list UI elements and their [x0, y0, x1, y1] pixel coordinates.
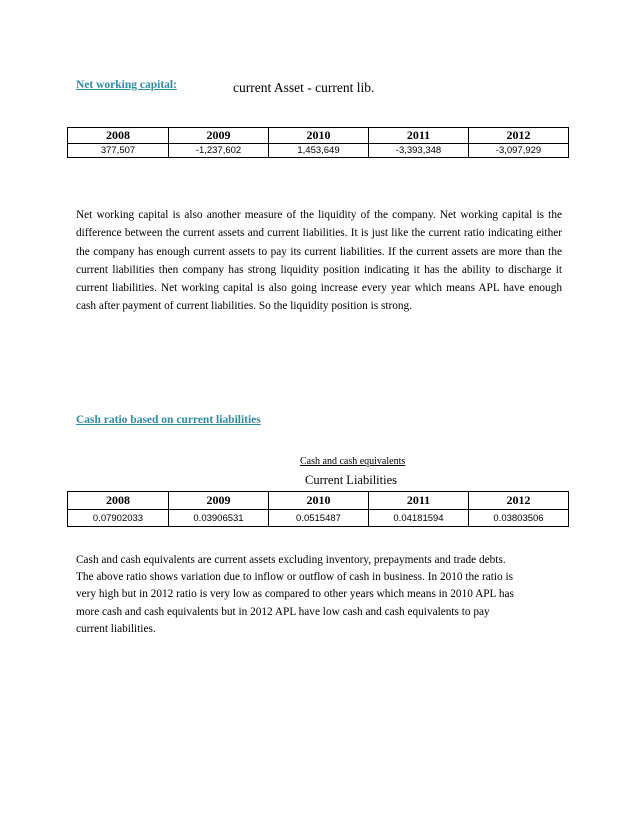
cash-ratio-numerator: Cash and cash equivalents	[300, 456, 406, 467]
cash-value-cell: 0.03803506	[469, 510, 569, 527]
cash-table-header-row	[68, 492, 569, 510]
nwc-year-cell: 2010	[269, 128, 369, 144]
nwc-value-cell: -3,097,929	[469, 144, 569, 158]
cash-year-cell: 2010	[269, 492, 369, 510]
nwc-paragraph: Net working capital is also another measure of the liquidity of the company. Net working capital is the difference between the current assets and current liabilities. It is just like the current ratio indicating either the company has enough current assets to pay its current liabilities. If the current assets are more than the current liabilities then company has strong liquidity position indicating it has the ability to discharge it current liabilities. Net working capital is also going increase every year which means APL have enough cash after payment of current liabilities. So the liquidity position is strong.	[76, 209, 562, 313]
cash-value-cell: 0.0515487	[269, 510, 369, 527]
paragraph-line: The above ratio shows variation due to inflow or outflow of cash in business. In 2010 the ratio is	[76, 571, 514, 584]
cash-value-cell: 0.07902033	[68, 510, 169, 527]
nwc-year-cell: 2008	[68, 128, 169, 144]
cash-ratio-heading: Cash ratio based on current liabilities	[76, 414, 261, 426]
nwc-year-cell: 2012	[469, 128, 569, 144]
paragraph-line: very high but in 2012 ratio is very low as compared to other years which means in 2010 APL has	[76, 588, 514, 601]
nwc-table-value-row	[68, 144, 569, 158]
nwc-formula: current Asset - current lib.	[233, 80, 375, 95]
cash-value-cell: 0.03906531	[169, 510, 269, 527]
nwc-table	[67, 127, 569, 158]
cash-ratio-table	[67, 491, 569, 527]
nwc-value-cell: -1,237,602	[169, 144, 269, 158]
nwc-year-cell: 2009	[169, 128, 269, 144]
cash-ratio-denominator: Current Liabilities	[305, 473, 397, 487]
nwc-value-cell: -3,393,348	[369, 144, 469, 158]
cash-table-value-row	[68, 510, 569, 527]
cash-value-cell: 0.04181594	[369, 510, 469, 527]
nwc-value-cell: 377,507	[68, 144, 169, 158]
paragraph-line: Cash and cash equivalents are current assets excluding inventory, prepayments and trade debts.	[76, 554, 506, 566]
cash-ratio-paragraph	[76, 552, 576, 638]
cash-year-cell: 2011	[369, 492, 469, 510]
nwc-year-cell: 2011	[369, 128, 469, 144]
nwc-heading: Net working capital:	[76, 79, 177, 91]
paragraph-line: more cash and cash equivalents but in 2012 APL have low cash and cash equivalents to pay	[76, 605, 490, 618]
cash-year-cell: 2012	[469, 492, 569, 510]
cash-year-cell: 2009	[169, 492, 269, 510]
paragraph-line: current liabilities.	[76, 622, 156, 635]
nwc-table-header-row	[68, 128, 569, 144]
nwc-value-cell: 1,453,649	[269, 144, 369, 158]
cash-year-cell: 2008	[68, 492, 169, 510]
